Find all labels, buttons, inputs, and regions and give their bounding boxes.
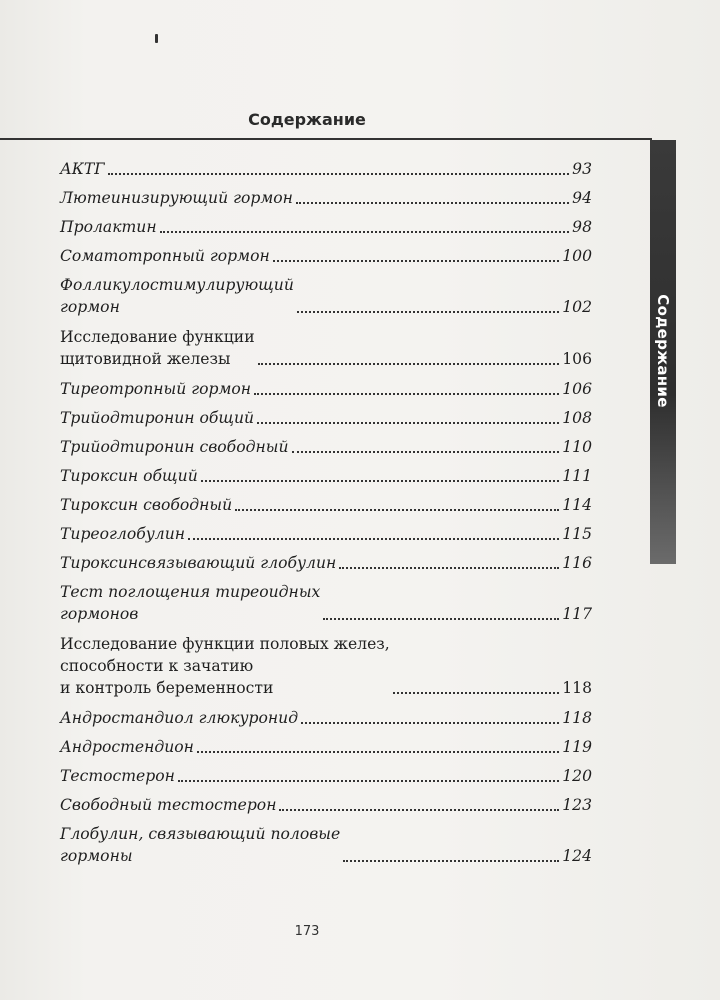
toc-leader-dots [323,618,559,620]
toc-entry-page: 118 [562,709,592,727]
toc-entry-title: Тироксин общий [60,467,198,485]
toc-entry [60,823,592,867]
toc-leader-dots [339,567,559,569]
toc-entry [60,436,592,458]
toc-entry [60,552,592,574]
toc-leader-dots [188,538,559,540]
toc-entry-title: Тиреоглобулин [60,525,186,543]
toc-entry-page: 106 [562,380,592,398]
toc-entry-page: 114 [562,496,592,514]
toc-leader-dots [279,809,559,811]
toc-entry-page: 124 [562,847,592,865]
toc-entry-title: Тест поглощения тиреоидных гормонов [60,583,321,623]
header-rule [0,138,652,140]
toc-leader-dots [343,860,559,862]
toc-entry-title: Тестостерон [60,767,175,785]
toc-entry-page: 100 [562,247,592,265]
toc-entry-title: АКТГ [60,160,105,178]
toc-entry-title: Фолликулостимулирующий гормон [60,276,294,316]
toc-leader-dots [197,751,559,753]
toc-entry [60,326,592,370]
toc-entry-title: Лютеинизирующий гормон [60,189,293,207]
toc-entry-title: Исследование функции половых желез, способности к зачатию и контроль беременности [60,635,390,697]
toc-leader-dots [257,422,559,424]
toc-entry-page: 111 [562,467,592,485]
toc-leader-dots [296,202,569,204]
toc-entry [60,736,592,758]
toc-entry-page: 102 [562,298,592,316]
toc-entry [60,216,592,238]
toc-entry-page: 118 [562,679,592,697]
toc-entry-title: Соматотропный гормон [60,247,270,265]
page-title: Содержание [248,110,366,129]
toc-entry-page: 94 [572,189,592,207]
toc-leader-dots [254,393,559,395]
toc-entry-title: Андростандиол глюкуронид [60,709,299,727]
toc-entry [60,707,592,729]
toc-entry [60,633,592,699]
toc-leader-dots [258,363,560,365]
toc-leader-dots [292,451,560,453]
toc-entry-page: 116 [562,554,592,572]
toc-entry-title: Тироксинсвязывающий глобулин [60,554,337,572]
toc-entry-title: Исследование функции щитовидной железы [60,328,255,368]
toc-entry [60,245,592,267]
toc-entry [60,158,592,180]
toc-entry [60,494,592,516]
toc-entry-title: Андростендион [60,738,194,756]
toc-leader-dots [235,509,559,511]
toc-leader-dots [393,692,559,694]
toc-entry [60,794,592,816]
toc-leader-dots [273,260,560,262]
toc-entry-page: 93 [572,160,592,178]
toc-entry-title: Тиреотропный гормон [60,380,252,398]
toc-entry-page: 117 [562,605,592,623]
toc-entry-page: 115 [562,525,592,543]
toc-entry-page: 98 [572,218,592,236]
toc-entry-page: 108 [562,409,592,427]
toc-entry-title: Трийодтиронин общий [60,409,255,427]
page-number: 173 [294,924,320,939]
toc-entry [60,465,592,487]
toc-entry [60,378,592,400]
toc-entry [60,523,592,545]
toc-leader-dots [178,780,559,782]
toc-entry-page: 123 [562,796,592,814]
toc-entry [60,407,592,429]
toc-entry [60,765,592,787]
toc-entry-title: Глобулин, связывающий половые гормоны [60,825,341,865]
toc-entry-title: Тироксин свободный [60,496,233,514]
toc-entry-page: 106 [562,350,592,368]
toc-entry-title: Свободный тестостерон [60,796,277,814]
toc-entry [60,581,592,625]
toc-entry-page: 120 [562,767,592,785]
table-of-contents [60,158,592,875]
toc-leader-dots [108,173,570,175]
toc-entry-page: 119 [562,738,592,756]
toc-entry-title: Трийодтиронин свободный [60,438,289,456]
toc-entry-page: 110 [562,438,592,456]
toc-entry-title: Пролактин [60,218,157,236]
toc-leader-dots [201,480,560,482]
toc-leader-dots [301,722,559,724]
toc-leader-dots [297,311,559,313]
toc-entry [60,187,592,209]
side-tab-label: Содержание [654,294,672,408]
ink-mark [155,34,158,43]
toc-leader-dots [160,231,570,233]
toc-entry [60,274,592,318]
